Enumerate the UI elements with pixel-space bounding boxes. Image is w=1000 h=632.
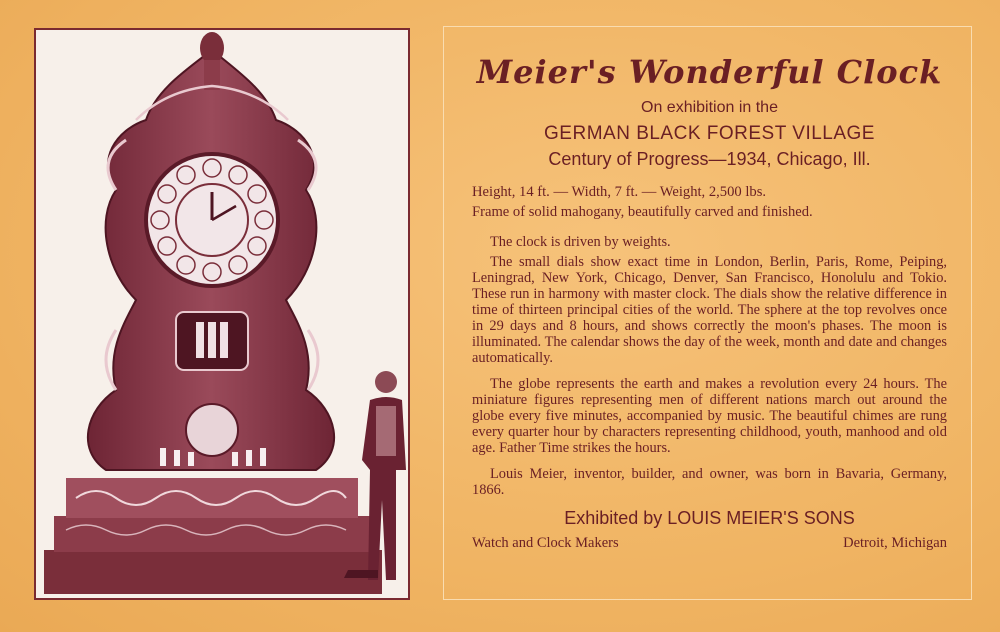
footer bbox=[472, 535, 947, 552]
paragraph-dials: The small dials show exact time in London, Berlin, Paris, Rome, Peiping, Leningrad, New York, Chicago, Denver, San Francisco, Honolulu and Tokio. These run in harmony with master clock. The dials show the relative difference in time of thirteen principal cities of the world. The sphere at the top revolves once in 29 days and 8 hours, and shows correctly the moon's phases. The moon is illuminated. The calendar shows the day of the week, month and date and changes automatically. bbox=[472, 254, 947, 366]
paragraph-weights: The clock is driven by weights. bbox=[490, 234, 671, 250]
clock-plinth-base bbox=[44, 550, 382, 594]
clock-photograph bbox=[34, 28, 410, 600]
spec-frame: Frame of solid mahogany, beautifully carved and finished. bbox=[472, 204, 813, 220]
card-title: Meier's Wonderful Clock bbox=[476, 53, 943, 91]
exhibition-line: On exhibition in the bbox=[641, 99, 778, 116]
paragraph-inventor: Louis Meier, inventor, builder, and owner, was born in Bavaria, Germany, 1866. bbox=[472, 466, 947, 498]
clock-plinth-top bbox=[66, 478, 358, 518]
globe bbox=[186, 404, 238, 456]
description-panel bbox=[443, 26, 972, 600]
event-heading: Century of Progress—1934, Chicago, Ill. bbox=[548, 149, 871, 169]
village-heading: GERMAN BLACK FOREST VILLAGE bbox=[544, 123, 875, 144]
footer-trade: Watch and Clock Makers bbox=[472, 535, 619, 551]
paragraph-globe: The globe represents the earth and makes a revolution every 24 hours. The miniature figures representing men of different nations march out around the globe every five minutes, accompanied by music. The beautiful chimes are rung every quarter hour by characters representing childhood, youth, manhood and old age. Father Time strikes the hours. bbox=[472, 376, 947, 456]
footer-location: Detroit, Michigan bbox=[843, 535, 947, 551]
specifications bbox=[472, 182, 947, 222]
clock-illustration bbox=[36, 30, 408, 598]
spec-dimensions: Height, 14 ft. — Width, 7 ft. — Weight, 2,500 lbs. bbox=[472, 184, 767, 200]
exhibited-by: Exhibited by LOUIS MEIER'S SONS bbox=[564, 508, 855, 528]
